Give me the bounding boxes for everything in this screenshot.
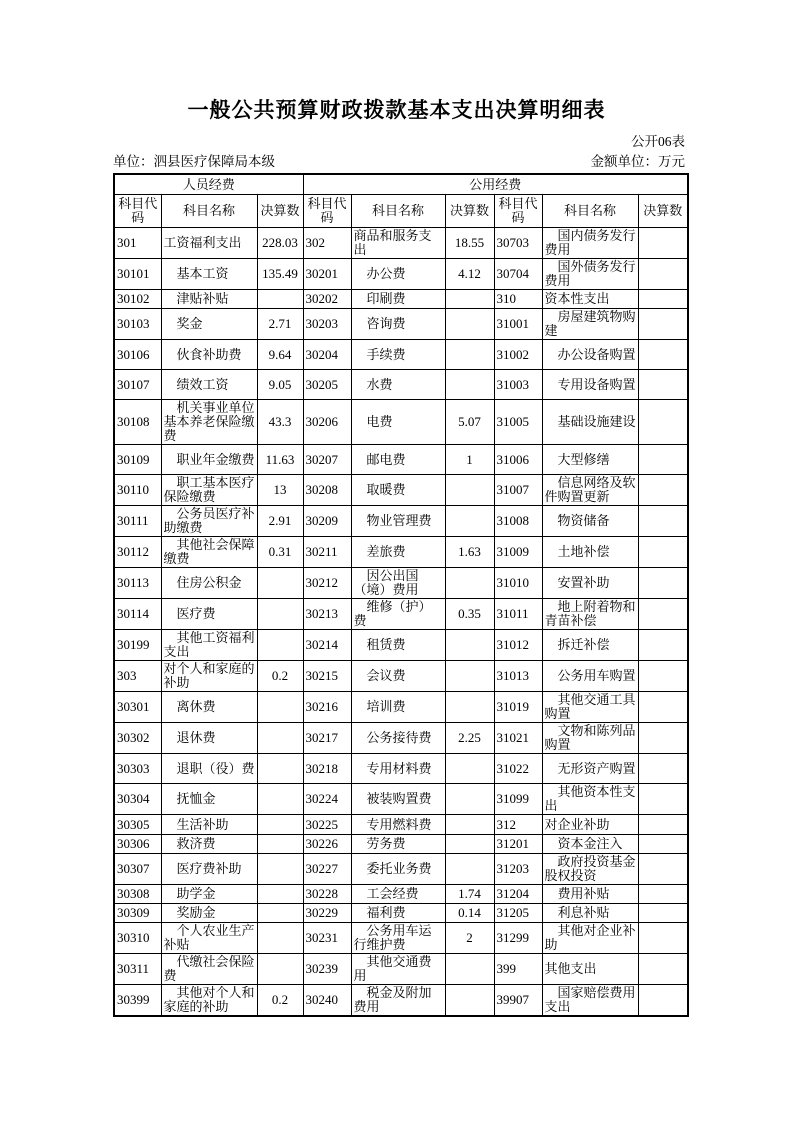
subject-name-cell: 咨询费: [351, 309, 445, 340]
subject-name-cell: 医疗费补助: [161, 854, 257, 885]
subject-name-cell: 委托业务费: [351, 854, 445, 885]
subject-code-cell: 30208: [303, 475, 351, 506]
subject-name-cell: 离休费: [161, 692, 257, 723]
final-amount-cell: 18.55: [445, 228, 494, 259]
subject-name-cell: 水费: [351, 370, 445, 400]
subject-name-cell: 办公设备购置: [542, 340, 638, 370]
subject-code-cell: 30216: [303, 692, 351, 723]
subject-code-cell: 30106: [114, 340, 161, 370]
subject-name-cell: 津贴补贴: [161, 290, 257, 309]
meta-row: [113, 150, 685, 170]
final-amount-cell: [445, 370, 494, 400]
subject-code-cell: 30206: [303, 400, 351, 445]
subject-code-cell: 30399: [114, 985, 161, 1017]
subject-name-cell: 无形资产购置: [542, 754, 638, 784]
table-row: [114, 854, 688, 885]
subject-code-cell: 30302: [114, 723, 161, 754]
column-header: 决算数: [445, 195, 494, 228]
final-amount-cell: [445, 661, 494, 692]
table-row: [114, 599, 688, 630]
final-amount-cell: [257, 692, 303, 723]
subject-name-cell: 其他支出: [542, 954, 638, 985]
subject-code-cell: 30107: [114, 370, 161, 400]
subject-code-cell: 30213: [303, 599, 351, 630]
subject-name-cell: 专用燃料费: [351, 815, 445, 835]
subject-code-cell: 30209: [303, 506, 351, 537]
subject-name-cell: 印刷费: [351, 290, 445, 309]
table-row: [114, 923, 688, 954]
subject-name-cell: 邮电费: [351, 445, 445, 475]
final-amount-cell: [638, 985, 688, 1017]
subject-name-cell: 因公出国（境）费用: [351, 568, 445, 599]
subject-name-cell: 大型修缮: [542, 445, 638, 475]
final-amount-cell: [638, 885, 688, 904]
subject-name-cell: 代缴社会保险费: [161, 954, 257, 985]
subject-name-cell: 公务接待费: [351, 723, 445, 754]
final-amount-cell: [445, 692, 494, 723]
table-row: [114, 904, 688, 923]
subject-code-cell: 31002: [494, 340, 542, 370]
subject-code-cell: 31005: [494, 400, 542, 445]
subject-name-cell: 对企业补助: [542, 815, 638, 835]
subject-name-cell: 专用材料费: [351, 754, 445, 784]
final-amount-cell: [445, 309, 494, 340]
final-amount-cell: [638, 506, 688, 537]
subject-code-cell: 30201: [303, 259, 351, 290]
subject-code-cell: 30215: [303, 661, 351, 692]
subject-code-cell: 30228: [303, 885, 351, 904]
final-amount-cell: [445, 568, 494, 599]
final-amount-cell: 1.74: [445, 885, 494, 904]
column-header: 科目代码: [114, 195, 161, 228]
subject-name-cell: 救济费: [161, 835, 257, 854]
subject-code-cell: 30225: [303, 815, 351, 835]
subject-code-cell: 30305: [114, 815, 161, 835]
subject-name-cell: 利息补贴: [542, 904, 638, 923]
final-amount-cell: [445, 754, 494, 784]
subject-name-cell: 差旅费: [351, 537, 445, 568]
final-amount-cell: [638, 309, 688, 340]
subject-code-cell: 30703: [494, 228, 542, 259]
table-row: [114, 723, 688, 754]
subject-name-cell: 会议费: [351, 661, 445, 692]
subject-name-cell: 商品和服务支出: [351, 228, 445, 259]
subject-name-cell: 其他社会保障缴费: [161, 537, 257, 568]
final-amount-cell: [638, 661, 688, 692]
subject-name-cell: 退休费: [161, 723, 257, 754]
page-title: 一般公共预算财政拨款基本支出决算明细表: [187, 98, 606, 122]
subject-name-cell: 国外债务发行费用: [542, 259, 638, 290]
final-amount-cell: [638, 815, 688, 835]
final-amount-cell: [638, 475, 688, 506]
subject-code-cell: 39907: [494, 985, 542, 1017]
final-amount-cell: [257, 568, 303, 599]
column-header: 科目名称: [542, 195, 638, 228]
subject-name-cell: 劳务费: [351, 835, 445, 854]
subject-name-cell: 资本金注入: [542, 835, 638, 854]
subject-code-cell: 31021: [494, 723, 542, 754]
table-row: [114, 259, 688, 290]
budget-table: [113, 173, 689, 1017]
final-amount-cell: [257, 754, 303, 784]
final-amount-cell: 2.71: [257, 309, 303, 340]
subject-name-cell: 地上附着物和青苗补偿: [542, 599, 638, 630]
final-amount-cell: [257, 904, 303, 923]
final-amount-cell: 9.64: [257, 340, 303, 370]
final-amount-cell: 0.35: [445, 599, 494, 630]
subject-code-cell: 31013: [494, 661, 542, 692]
subject-code-cell: 30205: [303, 370, 351, 400]
subject-code-cell: 399: [494, 954, 542, 985]
final-amount-cell: [638, 370, 688, 400]
final-amount-cell: [445, 475, 494, 506]
subject-name-cell: 电费: [351, 400, 445, 445]
final-amount-cell: [638, 290, 688, 309]
subject-name-cell: 资本性支出: [542, 290, 638, 309]
subject-code-cell: 31299: [494, 923, 542, 954]
subject-code-cell: 30102: [114, 290, 161, 309]
subject-code-cell: 30207: [303, 445, 351, 475]
subject-name-cell: 职业年金缴费: [161, 445, 257, 475]
subject-name-cell: 被装购置费: [351, 784, 445, 815]
subject-code-cell: 30211: [303, 537, 351, 568]
subject-code-cell: 31008: [494, 506, 542, 537]
final-amount-cell: [638, 568, 688, 599]
final-amount-cell: 0.2: [257, 661, 303, 692]
final-amount-cell: 0.2: [257, 985, 303, 1017]
final-amount-cell: [638, 340, 688, 370]
subject-name-cell: 生活补助: [161, 815, 257, 835]
table-row: [114, 630, 688, 661]
subject-name-cell: 福利费: [351, 904, 445, 923]
table-body: [114, 228, 688, 1017]
final-amount-cell: [638, 599, 688, 630]
subject-code-cell: 302: [303, 228, 351, 259]
subject-name-cell: 房屋建筑物购建: [542, 309, 638, 340]
final-amount-cell: 2.91: [257, 506, 303, 537]
final-amount-cell: [257, 835, 303, 854]
subject-code-cell: 30306: [114, 835, 161, 854]
table-row: [114, 475, 688, 506]
subject-code-cell: 30109: [114, 445, 161, 475]
final-amount-cell: [257, 954, 303, 985]
final-amount-cell: [257, 630, 303, 661]
subject-name-cell: 取暖费: [351, 475, 445, 506]
final-amount-cell: [445, 340, 494, 370]
subject-code-cell: 31012: [494, 630, 542, 661]
table-row: [114, 370, 688, 400]
subject-name-cell: 住房公积金: [161, 568, 257, 599]
final-amount-cell: [638, 723, 688, 754]
subject-name-cell: 公务用车购置: [542, 661, 638, 692]
subject-code-cell: 31099: [494, 784, 542, 815]
subject-code-cell: 31009: [494, 537, 542, 568]
table-code-label: 公开06表: [631, 134, 685, 149]
subject-name-cell: 公务用车运行维护费: [351, 923, 445, 954]
final-amount-cell: [445, 854, 494, 885]
subject-name-cell: 助学金: [161, 885, 257, 904]
table-row: [114, 885, 688, 904]
subject-name-cell: 其他工资福利支出: [161, 630, 257, 661]
subject-code-cell: 31006: [494, 445, 542, 475]
subject-code-cell: 31205: [494, 904, 542, 923]
subject-name-cell: 其他对个人和家庭的补助: [161, 985, 257, 1017]
subject-name-cell: 基础设施建设: [542, 400, 638, 445]
subject-name-cell: 国内债务发行费用: [542, 228, 638, 259]
final-amount-cell: [257, 784, 303, 815]
group-header-personnel: 人员经费: [114, 174, 303, 195]
subject-name-cell: 其他交通费用: [351, 954, 445, 985]
subject-code-cell: 31022: [494, 754, 542, 784]
final-amount-cell: [638, 754, 688, 784]
table-row: [114, 784, 688, 815]
subject-name-cell: 其他交通工具购置: [542, 692, 638, 723]
final-amount-cell: 9.05: [257, 370, 303, 400]
subject-code-cell: 30304: [114, 784, 161, 815]
table-row: [114, 661, 688, 692]
subject-code-cell: 30301: [114, 692, 161, 723]
final-amount-cell: 5.07: [445, 400, 494, 445]
subject-name-cell: 个人农业生产补贴: [161, 923, 257, 954]
subject-name-cell: 租赁费: [351, 630, 445, 661]
group-header-row: [114, 174, 688, 195]
final-amount-cell: 135.49: [257, 259, 303, 290]
final-amount-cell: [257, 815, 303, 835]
final-amount-cell: [638, 923, 688, 954]
subject-code-cell: 30110: [114, 475, 161, 506]
final-amount-cell: [638, 537, 688, 568]
final-amount-cell: 13: [257, 475, 303, 506]
table-row: [114, 568, 688, 599]
subject-name-cell: 专用设备购置: [542, 370, 638, 400]
subject-code-cell: 30307: [114, 854, 161, 885]
final-amount-cell: [257, 599, 303, 630]
final-amount-cell: 11.63: [257, 445, 303, 475]
subject-code-cell: 31204: [494, 885, 542, 904]
subject-code-cell: 30310: [114, 923, 161, 954]
subject-code-cell: 30204: [303, 340, 351, 370]
table-row: [114, 815, 688, 835]
subject-name-cell: 绩效工资: [161, 370, 257, 400]
table-row: [114, 228, 688, 259]
subject-name-cell: 奖励金: [161, 904, 257, 923]
subject-code-cell: 30101: [114, 259, 161, 290]
subject-code-cell: 30226: [303, 835, 351, 854]
final-amount-cell: [445, 954, 494, 985]
table-row: [114, 692, 688, 723]
subject-code-cell: 301: [114, 228, 161, 259]
subject-name-cell: 土地补偿: [542, 537, 638, 568]
subject-name-cell: 物资储备: [542, 506, 638, 537]
subject-name-cell: 公务员医疗补助缴费: [161, 506, 257, 537]
final-amount-cell: [257, 923, 303, 954]
final-amount-cell: [445, 506, 494, 537]
subject-name-cell: 国家赔偿费用支出: [542, 985, 638, 1017]
subject-name-cell: 政府投资基金股权投资: [542, 854, 638, 885]
final-amount-cell: [257, 290, 303, 309]
subject-code-cell: 30202: [303, 290, 351, 309]
table-row: [114, 835, 688, 854]
subject-name-cell: 物业管理费: [351, 506, 445, 537]
subject-code-cell: 31003: [494, 370, 542, 400]
column-header: 科目名称: [161, 195, 257, 228]
final-amount-cell: 0.14: [445, 904, 494, 923]
amount-unit-label: 金额单位：万元: [590, 154, 685, 169]
final-amount-cell: [638, 784, 688, 815]
subject-code-cell: 30240: [303, 985, 351, 1017]
column-header: 科目名称: [351, 195, 445, 228]
final-amount-cell: [638, 904, 688, 923]
subject-name-cell: 办公费: [351, 259, 445, 290]
subject-name-cell: 医疗费: [161, 599, 257, 630]
subject-code-cell: 30311: [114, 954, 161, 985]
subject-name-cell: 费用补贴: [542, 885, 638, 904]
subject-name-cell: 拆迁补偿: [542, 630, 638, 661]
subject-name-cell: 维修（护）费: [351, 599, 445, 630]
final-amount-cell: [445, 985, 494, 1017]
subject-code-cell: 31019: [494, 692, 542, 723]
subject-code-cell: 30108: [114, 400, 161, 445]
subject-code-cell: 30103: [114, 309, 161, 340]
subject-code-cell: 30199: [114, 630, 161, 661]
subject-code-cell: 30218: [303, 754, 351, 784]
subject-code-cell: 30212: [303, 568, 351, 599]
subject-name-cell: 税金及附加费用: [351, 985, 445, 1017]
subject-name-cell: 抚恤金: [161, 784, 257, 815]
table-row: [114, 445, 688, 475]
subject-code-cell: 31001: [494, 309, 542, 340]
table-row: [114, 537, 688, 568]
final-amount-cell: [445, 815, 494, 835]
subject-name-cell: 工资福利支出: [161, 228, 257, 259]
table-head: [114, 174, 688, 228]
final-amount-cell: [638, 400, 688, 445]
final-amount-cell: 228.03: [257, 228, 303, 259]
subject-name-cell: 奖金: [161, 309, 257, 340]
subject-code-cell: 30217: [303, 723, 351, 754]
subject-code-cell: 30224: [303, 784, 351, 815]
column-header: 决算数: [638, 195, 688, 228]
subject-code-cell: 312: [494, 815, 542, 835]
final-amount-cell: [257, 885, 303, 904]
subject-code-cell: 30112: [114, 537, 161, 568]
subject-code-cell: 30239: [303, 954, 351, 985]
final-amount-cell: 1.63: [445, 537, 494, 568]
final-amount-cell: 0.31: [257, 537, 303, 568]
subject-name-cell: 伙食补助费: [161, 340, 257, 370]
final-amount-cell: [638, 954, 688, 985]
final-amount-cell: [638, 692, 688, 723]
table-row: [114, 340, 688, 370]
subject-code-cell: 30303: [114, 754, 161, 784]
group-header-public: 公用经费: [303, 174, 688, 195]
subject-name-cell: 基本工资: [161, 259, 257, 290]
subject-code-cell: 30309: [114, 904, 161, 923]
subject-code-cell: 30704: [494, 259, 542, 290]
subject-code-cell: 30231: [303, 923, 351, 954]
subject-code-cell: 30113: [114, 568, 161, 599]
table-row: [114, 309, 688, 340]
final-amount-cell: [638, 228, 688, 259]
subject-code-cell: 31203: [494, 854, 542, 885]
final-amount-cell: [257, 723, 303, 754]
subject-name-cell: 培训费: [351, 692, 445, 723]
subject-code-cell: 30214: [303, 630, 351, 661]
final-amount-cell: 2.25: [445, 723, 494, 754]
column-header-row: [114, 195, 688, 228]
subject-name-cell: 工会经费: [351, 885, 445, 904]
final-amount-cell: 2: [445, 923, 494, 954]
subject-code-cell: 31007: [494, 475, 542, 506]
final-amount-cell: [257, 854, 303, 885]
subject-name-cell: 其他资本性支出: [542, 784, 638, 815]
final-amount-cell: [445, 784, 494, 815]
table-row: [114, 506, 688, 537]
subject-name-cell: 安置补助: [542, 568, 638, 599]
final-amount-cell: [445, 290, 494, 309]
subject-code-cell: 30203: [303, 309, 351, 340]
subject-name-cell: 其他对企业补助: [542, 923, 638, 954]
final-amount-cell: [638, 854, 688, 885]
subject-name-cell: 职工基本医疗保险缴费: [161, 475, 257, 506]
subject-name-cell: 信息网络及软件购置更新: [542, 475, 638, 506]
final-amount-cell: 4.12: [445, 259, 494, 290]
column-header: 科目代码: [494, 195, 542, 228]
final-amount-cell: 1: [445, 445, 494, 475]
column-header: 科目代码: [303, 195, 351, 228]
subject-name-cell: 退职（役）费: [161, 754, 257, 784]
table-row: [114, 754, 688, 784]
subject-code-cell: 30114: [114, 599, 161, 630]
final-amount-cell: [445, 630, 494, 661]
subject-code-cell: 31011: [494, 599, 542, 630]
unit-label: 单位：泗县医疗保障局本级: [113, 154, 275, 169]
subject-code-cell: 30308: [114, 885, 161, 904]
subject-code-cell: 31010: [494, 568, 542, 599]
table-row: [114, 290, 688, 309]
column-header: 决算数: [257, 195, 303, 228]
subject-code-cell: 30227: [303, 854, 351, 885]
final-amount-cell: [638, 630, 688, 661]
table-row: [114, 400, 688, 445]
subject-code-cell: 303: [114, 661, 161, 692]
subject-name-cell: 机关事业单位基本养老保险缴费: [161, 400, 257, 445]
final-amount-cell: [638, 835, 688, 854]
final-amount-cell: 43.3: [257, 400, 303, 445]
subject-name-cell: 手续费: [351, 340, 445, 370]
subject-name-cell: 对个人和家庭的补助: [161, 661, 257, 692]
subject-code-cell: 30111: [114, 506, 161, 537]
final-amount-cell: [638, 445, 688, 475]
subject-code-cell: 30229: [303, 904, 351, 923]
table-row: [114, 954, 688, 985]
subject-name-cell: 文物和陈列品购置: [542, 723, 638, 754]
final-amount-cell: [445, 835, 494, 854]
subject-code-cell: 310: [494, 290, 542, 309]
final-amount-cell: [638, 259, 688, 290]
table-row: [114, 985, 688, 1017]
subject-code-cell: 31201: [494, 835, 542, 854]
